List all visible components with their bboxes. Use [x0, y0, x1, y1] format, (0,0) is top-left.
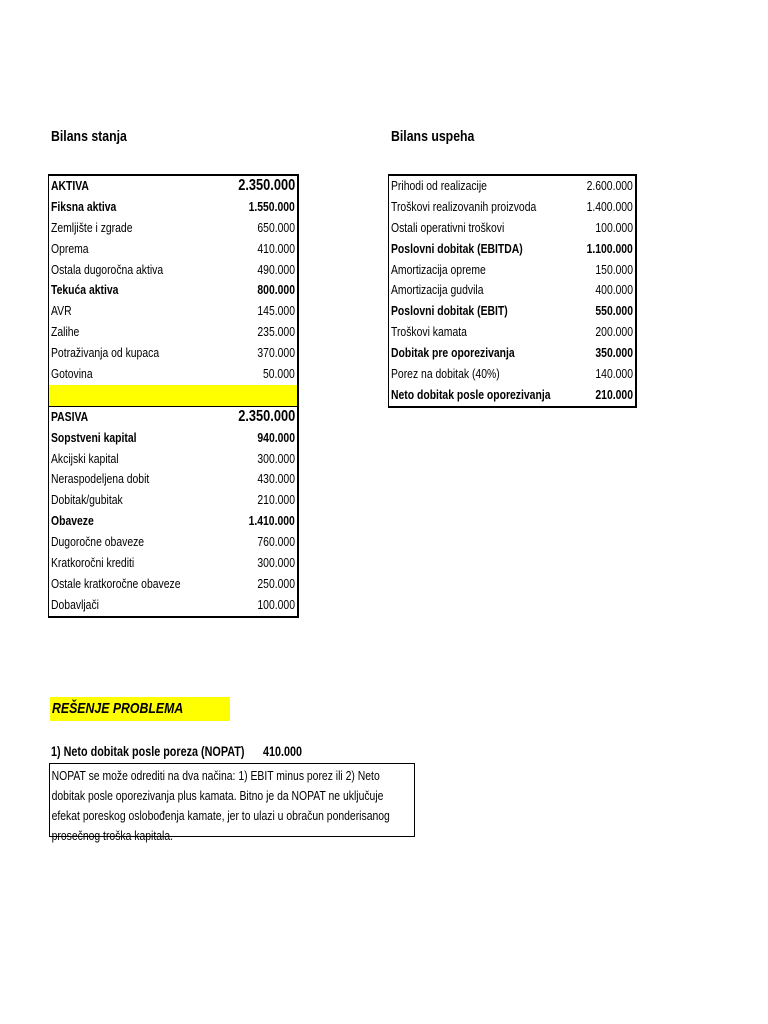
balance-sheet-row-value: 410.000: [257, 240, 295, 256]
income-statement-row-value: 400.000: [595, 282, 633, 298]
balance-sheet-row-label: Gotovina: [51, 366, 93, 382]
income-statement-row-label: Poslovni dobitak (EBIT): [391, 303, 508, 319]
balance-sheet-row-value: 300.000: [257, 450, 295, 466]
income-statement-row-value: 100.000: [595, 219, 633, 235]
income-statement-row-label: Ostali operativni troškovi: [391, 219, 505, 235]
balance-sheet-row-value: 300.000: [257, 555, 295, 571]
balance-sheet-row-label: Zemljište i zgrade: [51, 219, 133, 235]
balance-sheet-row: [49, 449, 297, 470]
balance-sheet-row-label: Ostale kratkoročne obaveze: [51, 575, 181, 591]
balance-sheet-row: [49, 406, 297, 428]
balance-sheet-row-value: 235.000: [257, 324, 295, 340]
income-statement-row: [389, 280, 635, 301]
income-statement-row-label: Troškovi kamata: [391, 324, 467, 340]
balance-sheet-row-label: Dobavljači: [51, 596, 99, 612]
income-statement-row: [389, 239, 635, 260]
income-statement-table: [388, 174, 637, 408]
income-statement-row-label: Poslovni dobitak (EBITDA): [391, 240, 523, 256]
balance-sheet-table: [48, 174, 299, 618]
income-statement-row-value: 1.400.000: [586, 198, 633, 214]
income-statement-row-label: Prihodi od realizacije: [391, 178, 487, 193]
nopat-explanation-box: [49, 763, 415, 843]
income-statement-row-label: Troškovi realizovanih proizvoda: [391, 198, 537, 214]
balance-sheet-row: [49, 260, 297, 281]
income-statement-row-value: 150.000: [595, 261, 633, 277]
balance-sheet-row: [49, 428, 297, 449]
balance-sheet-row: [49, 469, 297, 490]
income-statement-row-label: Neto dobitak posle oporezivanja: [391, 386, 551, 402]
balance-sheet-row: [49, 239, 297, 260]
income-statement-row-value: 140.000: [595, 366, 633, 382]
income-statement-row-label: Porez na dobitak (40%): [391, 366, 500, 382]
balance-sheet-row-value: 1.410.000: [248, 513, 295, 529]
balance-sheet-row-label: Sopstveni kapital: [51, 429, 137, 445]
balance-sheet-row-label: Ostala dugoročna aktiva: [51, 261, 164, 277]
balance-sheet-row: [49, 280, 297, 301]
balance-sheet-row-label: Obaveze: [51, 513, 94, 529]
balance-sheet-row: [49, 176, 297, 197]
balance-sheet-row: [49, 364, 297, 385]
balance-sheet-row-label: Neraspodeljena dobit: [51, 471, 150, 487]
balance-sheet-row: [49, 301, 297, 322]
balance-sheet-row: [49, 553, 297, 574]
balance-sheet-row-label: Zalihe: [51, 324, 80, 340]
balance-sheet-title: Bilans stanja: [51, 128, 127, 145]
balance-sheet-row-value: 2.350.000: [238, 177, 295, 194]
balance-sheet-row: [49, 218, 297, 239]
balance-sheet-row-label: Tekuća aktiva: [51, 282, 119, 298]
balance-sheet-row-value: 370.000: [257, 345, 295, 361]
balance-sheet-row: [49, 574, 297, 595]
balance-sheet-row-label: AKTIVA: [51, 178, 89, 193]
balance-sheet-row: [49, 595, 297, 616]
balance-sheet-row-value: 1.550.000: [248, 198, 295, 214]
income-statement-row: [389, 364, 635, 385]
income-statement-row: [389, 322, 635, 343]
income-statement-row-value: 550.000: [595, 303, 633, 319]
balance-sheet-row-value: 210.000: [257, 492, 295, 508]
balance-sheet-row-label: Dugoročne obaveze: [51, 534, 145, 550]
balance-sheet-row-label: Potraživanja od kupaca: [51, 345, 160, 361]
income-statement-row: [389, 301, 635, 322]
balance-sheet-row-value: 800.000: [257, 282, 295, 298]
income-statement-row-value: 350.000: [595, 345, 633, 361]
balance-sheet-row: [49, 532, 297, 553]
income-statement-row-label: Dobitak pre oporezivanja: [391, 345, 515, 361]
income-statement-row-value: 210.000: [595, 386, 633, 402]
income-statement-title: Bilans uspeha: [391, 128, 475, 145]
income-statement-row: [389, 218, 635, 239]
balance-sheet-row-value: 145.000: [257, 303, 295, 319]
balance-sheet-row-value: 2.350.000: [238, 407, 295, 425]
income-statement-row-value: 2.600.000: [586, 178, 633, 193]
income-statement-row-label: Amortizacija gudvila: [391, 282, 484, 298]
income-statement-row-value: 200.000: [595, 324, 633, 340]
income-statement-row: [389, 176, 635, 197]
balance-sheet-row: [49, 322, 297, 343]
income-statement-row: [389, 197, 635, 218]
solution-banner-label: REŠENJE PROBLEMA: [52, 700, 184, 717]
balance-sheet-row-label: Dobitak/gubitak: [51, 492, 123, 508]
balance-sheet-row-label: Akcijski kapital: [51, 450, 119, 466]
income-statement-row-value: 1.100.000: [586, 240, 633, 256]
income-statement-row-label: Amortizacija opreme: [391, 261, 486, 277]
balance-sheet-row-value: 50.000: [263, 366, 295, 382]
income-statement-row: [389, 260, 635, 281]
income-statement-row: [389, 385, 635, 406]
nopat-value: 410.000: [263, 744, 303, 759]
balance-sheet-row-label: AVR: [51, 303, 72, 319]
nopat-explanation-text: NOPAT se može odrediti na dva načina: 1) EBIT minus porez ili 2) Neto dobitak posle oporezivanja plus kamata. Bitno je da NOPAT ne uključuje efekat poreskog oslobođenja kamate, jer to ulazi u obračun ponderisanog prosečnog troška kapitala.: [51, 768, 390, 843]
balance-sheet-row-value: 650.000: [257, 219, 295, 235]
balance-sheet-row-value: 760.000: [257, 534, 295, 550]
balance-sheet-row-label: PASIVA: [51, 408, 89, 424]
balance-sheet-row-label: Oprema: [51, 240, 89, 256]
balance-sheet-row-value: 430.000: [257, 471, 295, 487]
balance-sheet-row-value: 940.000: [257, 429, 295, 445]
balance-sheet-row-value: 250.000: [257, 575, 295, 591]
balance-sheet-row: [49, 385, 297, 406]
balance-sheet-row-value: 100.000: [257, 596, 295, 612]
balance-sheet-row-label: Fiksna aktiva: [51, 198, 117, 214]
solution-banner: [50, 697, 230, 721]
income-statement-row: [389, 343, 635, 364]
balance-sheet-row: [49, 511, 297, 532]
balance-sheet-row-label: Kratkoročni krediti: [51, 555, 135, 571]
balance-sheet-row: [49, 490, 297, 511]
balance-sheet-row: [49, 197, 297, 218]
balance-sheet-row: [49, 343, 297, 364]
nopat-label: 1) Neto dobitak posle poreza (NOPAT): [51, 744, 245, 759]
balance-sheet-row-value: 490.000: [257, 261, 295, 277]
